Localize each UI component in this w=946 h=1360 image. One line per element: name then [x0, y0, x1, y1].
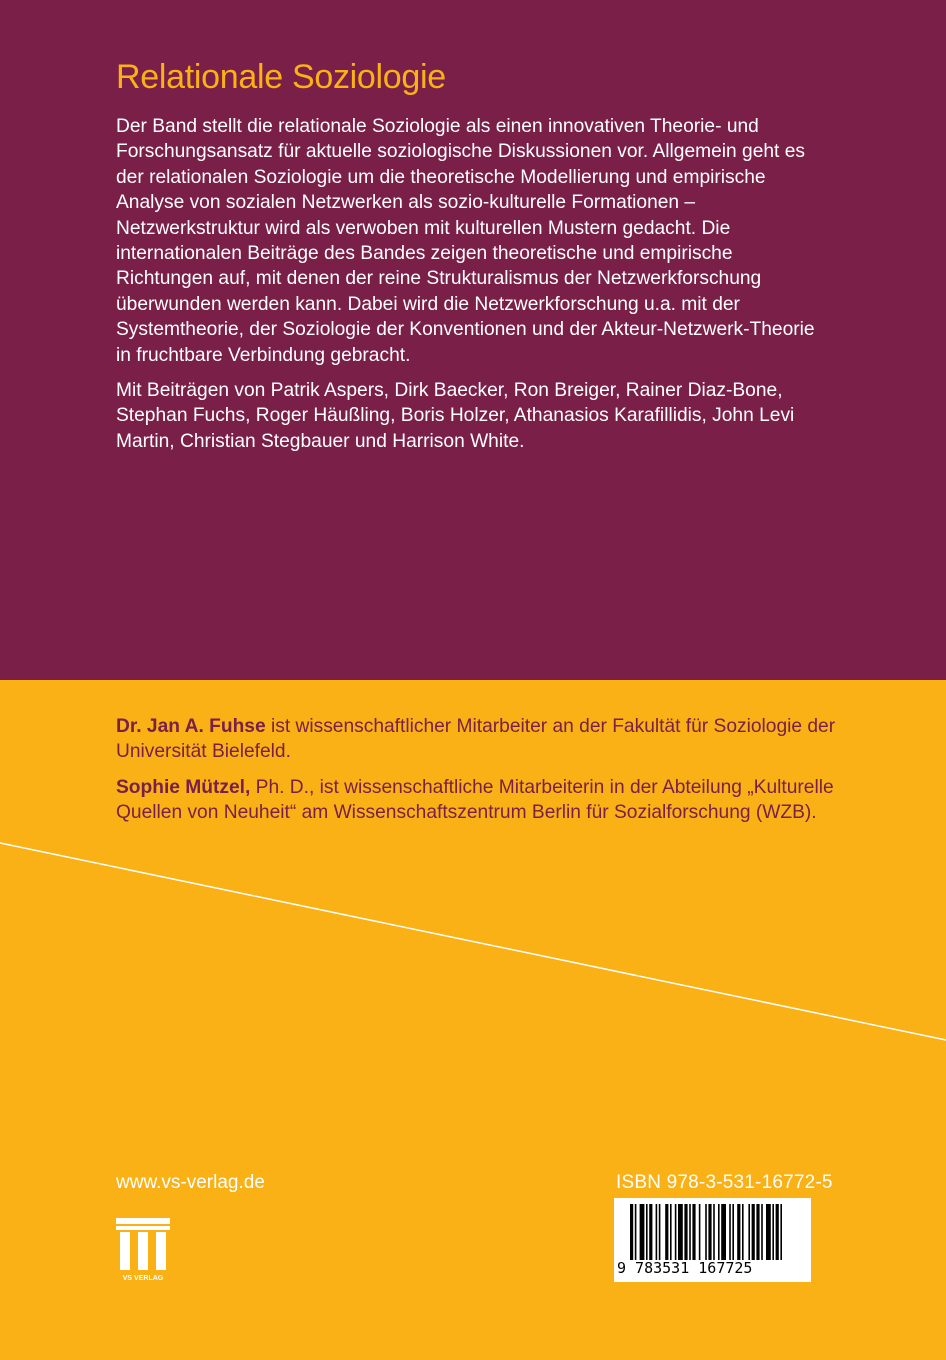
description-paragraph: Der Band stellt die relationale Soziologie als einen innovativen Theorie- und Forschungsansatz für aktuelle soziologische Diskussionen vor. Allgemein geht es der relationalen Soziologie um die theoretische Modellierung und empirische Analyse von sozialen Netzwerken als sozio-kulturelle Formationen – Netzwerkstruktur wird als verwoben mit kulturellen Mustern gedacht. Die internationalen Beiträge des Bandes zeigen theoretische und empirische Richtungen auf, mit denen der reine Strukturalismus der Netzwerkforschung überwunden werden kann. Dabei wird die Netzwerkforschung u.a. mit der Systemtheorie, der Soziologie der Konventionen und der Akteur-Netzwerk-Theorie in fruchtbare Verbindung gebracht.: [116, 116, 815, 366]
author-bio-fuhse: [116, 714, 836, 765]
isbn-number: ISBN 978-3-531-16772-5: [616, 1172, 833, 1193]
svg-text:VS VERLAG: VS VERLAG: [122, 1275, 164, 1282]
author-name: Dr. Jan A. Fuhse: [116, 716, 266, 737]
barcode: [614, 1198, 811, 1282]
author-bio-muetzel: [116, 775, 836, 826]
book-title: Relationale Soziologie: [116, 58, 446, 96]
author-bio-text: ist wissenschaftlicher Mitarbeiter an der Fakultät für Soziologie der Universität Bielefeld.: [116, 716, 836, 763]
publisher-website: www.vs-verlag.de: [116, 1172, 265, 1193]
author-bios: [116, 714, 836, 836]
contributors-paragraph: Mit Beiträgen von Patrik Aspers, Dirk Baecker, Ron Breiger, Rainer Diaz-Bone, Stephan Fuchs, Roger Häußling, Boris Holzer, Athanasios Karafillidis, John Levi Martin, Christian Stegbauer und Harrison White.: [116, 380, 795, 452]
author-name: Sophie Mützel,: [116, 776, 251, 798]
author-bio-text: Ph. D., ist wissenschaftliche Mitarbeiterin in der Abteilung „Kulturelle Quellen von Neuheit“ am Wissenschaftszentrum Berlin für Sozialforschung (WZB).: [116, 776, 834, 824]
book-description: [116, 114, 828, 464]
publisher-logo-icon: [116, 1218, 170, 1282]
barcode-digits: 9 783531 167725: [617, 1259, 753, 1277]
